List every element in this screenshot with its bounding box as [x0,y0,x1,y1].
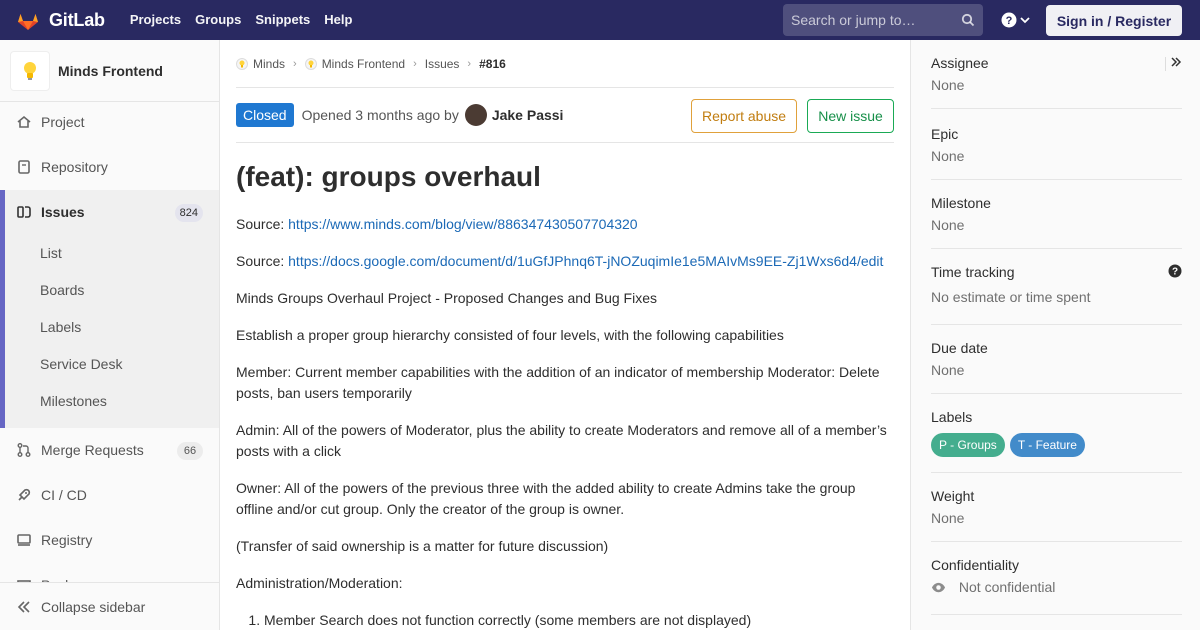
paragraph: Minds Groups Overhaul Project - Proposed Changes and Bug Fixes [236,290,657,306]
rocket-icon [16,487,32,503]
gitlab-logo-icon [16,8,40,32]
time-tracking-value: No estimate or time spent [931,289,1091,305]
paragraph: Admin: All of the powers of Moderator, plus the ability to create Moderators and remove all of a member’s posts with a click [236,422,887,459]
labels-block [931,407,1182,473]
doc-icon [16,159,32,175]
merge-icon [16,442,32,458]
confidentiality-row [931,577,1182,597]
assignee-block [931,53,1182,109]
sidebar-item-ci-cd[interactable] [0,477,219,513]
assignee-value: None [931,77,965,93]
label-t-feature[interactable]: T - Feature [1010,433,1085,457]
weight-block [931,486,1182,542]
breadcrumb-label: #816 [479,56,506,71]
paragraph: Member: Current member capabilities with the addition of an indicator of membership Moderator: Delete posts, ban users temporarily [236,364,880,401]
sidebar-item-issues[interactable] [0,194,219,230]
assignee-title: Assignee [931,55,989,71]
home-icon [16,114,32,130]
page-title: (feat): groups overhaul [236,161,541,192]
issue-description [236,214,894,630]
chevron-right-icon: › [293,57,297,70]
status-badge: Closed [236,103,294,127]
source-prefix: Source: [236,253,289,269]
due-date-value: None [931,362,965,378]
sidebar-item-label: Issues [41,204,85,220]
breadcrumb-label: Minds [253,56,286,71]
lightbulb-icon [236,58,248,70]
avatar[interactable] [465,104,487,126]
weight-title: Weight [931,488,975,504]
double-chevron-left-icon [16,599,32,615]
label-p-groups[interactable]: P - Groups [931,433,1005,457]
sidebar-item-repository[interactable] [0,149,219,185]
question-circle-icon[interactable] [1168,264,1182,278]
issue-header [236,88,894,143]
milestone-title: Milestone [931,195,991,211]
sidebar-item-project[interactable] [0,104,219,140]
lightbulb-icon [22,60,38,82]
opened-text: Opened 3 months ago by [301,107,459,123]
sidebar-subitem-labels[interactable]: Labels [40,319,82,335]
source-line [236,214,894,235]
weight-value: None [931,510,965,526]
breadcrumb-label: Issues [424,56,460,71]
chevron-right-icon: › [413,57,417,70]
time-tracking-block [931,262,1182,325]
container-icon [16,532,32,548]
search-placeholder: Search or jump to… [791,12,916,28]
sidebar-subitem-service-desk[interactable]: Service Desk [40,356,123,372]
lightbulb-icon [305,58,317,70]
issues-icon [16,204,32,220]
sidebar-subitem-boards[interactable]: Boards [40,282,85,298]
source-prefix: Source: [236,216,289,232]
new-issue-button[interactable]: New issue [807,99,894,133]
project-name: Minds Frontend [58,62,163,79]
eye-icon [931,580,946,595]
epic-value: None [931,148,965,164]
search-icon [961,13,975,27]
epic-block [931,124,1182,180]
ordered-list [236,610,894,630]
source-link[interactable]: https://docs.google.com/document/d/1uGfJPhnq6T-jNOZuqimIe1e5MAIvMs9EE-Zj1Wxs6d4/edit [288,253,884,269]
top-navbar [0,0,1200,40]
list-item: 1. Member Search does not function correctly (some members are not displayed) [264,610,894,630]
source-line [236,251,894,272]
chevron-down-icon[interactable] [1020,15,1030,25]
due-date-block [931,338,1182,394]
report-abuse-button[interactable]: Report abuse [691,99,797,133]
breadcrumb [236,40,894,88]
breadcrumb-item[interactable] [425,57,460,71]
collapse-sidebar-label: Collapse sidebar [41,598,146,615]
nav-links [123,0,360,40]
sidebar-item-label: Project [41,114,85,130]
confidentiality-block [931,555,1182,615]
merge-requests-count-badge: 66 [177,442,203,460]
breadcrumb-label: Minds Frontend [321,56,406,71]
paragraph: Administration/Moderation: [236,575,403,591]
sign-in-button[interactable]: Sign in / Register [1046,5,1182,36]
due-date-title: Due date [931,340,988,356]
gitlab-home-link[interactable] [0,0,105,40]
nav-groups[interactable]: Groups [195,12,242,27]
breadcrumb-item[interactable] [479,57,506,71]
nav-snippets[interactable]: Snippets [255,12,311,27]
author-link[interactable]: Jake Passi [491,107,564,123]
left-sidebar [0,40,220,630]
nav-projects[interactable]: Projects [129,12,182,27]
time-tracking-title: Time tracking [931,264,1015,280]
brand-name: GitLab [49,9,105,30]
sidebar-subitem-list[interactable]: List [40,245,62,261]
project-header[interactable] [0,40,219,102]
breadcrumb-item[interactable] [236,57,285,71]
svg-text:?: ? [1171,266,1179,278]
confidentiality-value: Not confidential [958,579,1056,595]
right-sidebar [910,40,1200,630]
labels-title: Labels [931,409,973,425]
nav-help[interactable]: Help [324,12,353,27]
issues-count-badge: 824 [175,204,203,222]
main-content [236,40,894,630]
project-avatar [10,51,50,91]
paragraph: (Transfer of said ownership is a matter for future discussion) [236,538,609,554]
breadcrumb-item[interactable] [305,57,405,71]
sidebar-item-registry[interactable] [0,522,219,558]
source-link[interactable]: https://www.minds.com/blog/view/886347430507704320 [288,216,638,232]
search-input[interactable] [783,4,983,36]
help-icon[interactable] [1001,12,1017,28]
confidentiality-title: Confidentiality [931,557,1019,573]
milestone-block [931,193,1182,249]
paragraph: Owner: All of the powers of the previous three with the added ability to create Admins take the group offline and/or cut group. Only the creator of the group is owner. [236,480,856,517]
epic-title: Epic [931,126,959,142]
collapse-sidebar-button[interactable] [0,582,219,630]
sidebar-subitem-milestones[interactable]: Milestones [40,393,107,409]
sidebar-item-label: Merge Requests [41,442,144,458]
svg-text:?: ? [1005,15,1013,27]
chevron-right-icon: › [467,57,472,70]
sidebar-item-label: Registry [41,532,93,548]
labels-list [931,433,1182,457]
milestone-value: None [931,217,965,233]
sidebar-item-label: Repository [41,159,108,175]
sidebar-item-merge-requests[interactable] [0,432,219,468]
sidebar-item-label: CI / CD [41,487,87,503]
paragraph: Establish a proper group hierarchy consisted of four levels, with the following capabilities [236,327,784,343]
